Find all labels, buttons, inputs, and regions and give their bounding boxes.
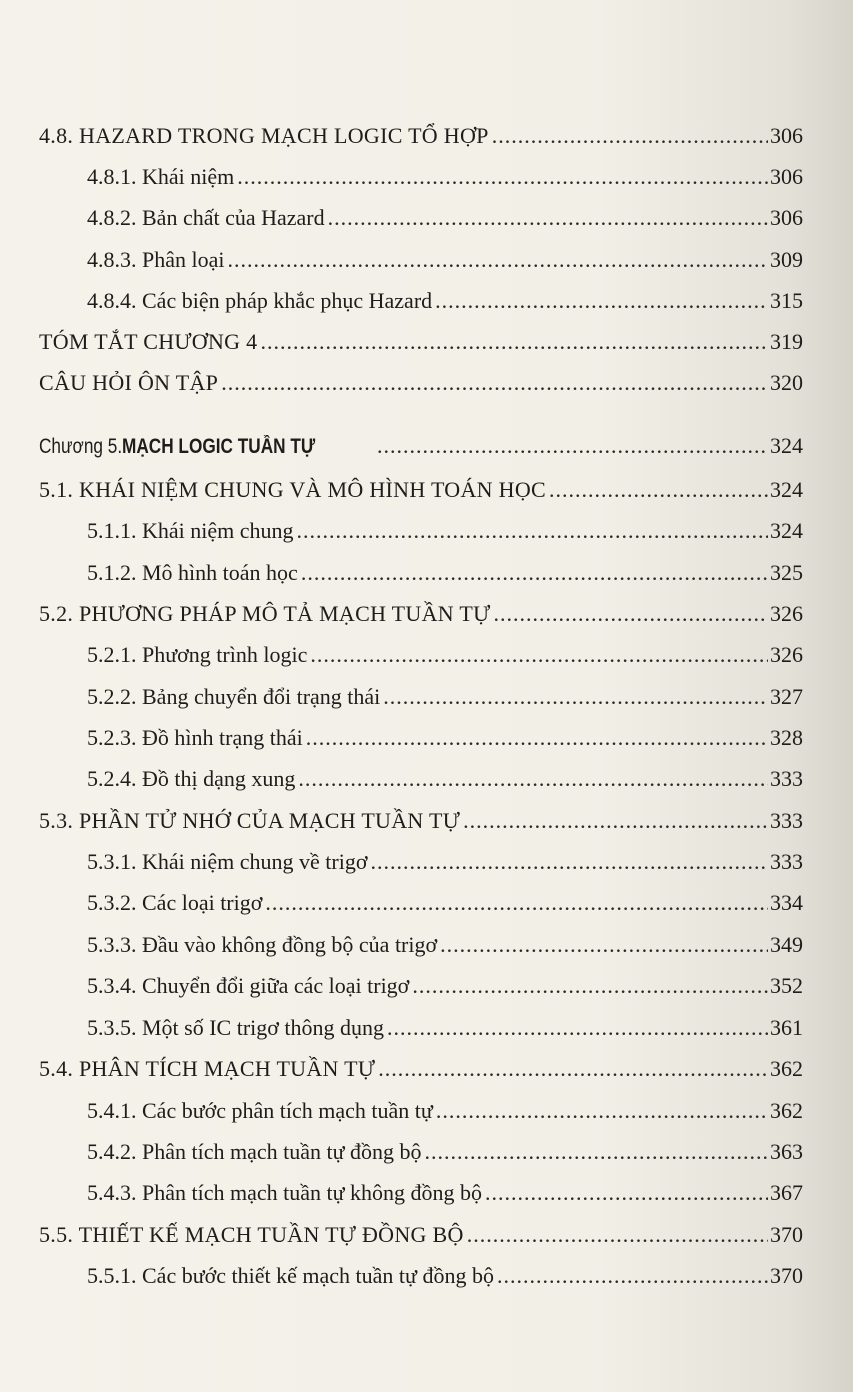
entry-page: 363: [770, 1139, 803, 1164]
entry-page: 324: [770, 433, 803, 458]
leader-dots: [387, 1011, 768, 1045]
entry-page: 306: [770, 164, 803, 189]
leader-dots: [412, 969, 768, 1003]
chapter-heading: [39, 430, 374, 464]
entry-title: 5.2.3. Đồ hình trạng thái: [87, 725, 303, 750]
entry-page: 319: [770, 329, 803, 354]
entry-page: 362: [770, 1056, 803, 1081]
entry-page: 325: [770, 560, 803, 585]
toc-entry-section[interactable]: [39, 597, 803, 631]
entry-title: 4.8.4. Các biện pháp khắc phục Hazard: [87, 288, 433, 313]
toc-entry-subsection[interactable]: [87, 284, 803, 318]
leader-dots: [297, 514, 768, 548]
entry-title: 5.4.3. Phân tích mạch tuần tự không đồng bộ: [87, 1180, 483, 1205]
entry-title: 5.5.1. Các bước thiết kế mạch tuần tự đồng bộ: [87, 1263, 494, 1288]
leader-dots: [265, 886, 768, 920]
entry-page: 333: [770, 808, 803, 833]
entry-page: 370: [770, 1222, 803, 1247]
leader-dots: [378, 1052, 768, 1086]
entry-title: 5.3.3. Đầu vào không đồng bộ của trigơ: [87, 932, 438, 957]
entry-page: 370: [770, 1263, 803, 1288]
entry-title: 5.3.2. Các loại trigơ: [87, 890, 263, 915]
entry-page: 333: [770, 849, 803, 874]
entry-title: 5.3. PHẦN TỬ NHỚ CỦA MẠCH TUẦN TỰ: [39, 808, 461, 833]
leader-dots: [440, 928, 768, 962]
leader-dots: [328, 201, 768, 235]
toc-entry-section[interactable]: [39, 1218, 803, 1252]
toc-entry-section[interactable]: [39, 1052, 803, 1086]
leader-dots: [425, 1135, 768, 1169]
entry-title: 5.5. THIẾT KẾ MẠCH TUẦN TỰ ĐỒNG BỘ: [39, 1222, 464, 1247]
leader-dots: [260, 325, 768, 359]
toc-entry-section[interactable]: [39, 119, 803, 153]
toc-entry-section[interactable]: [39, 366, 803, 400]
chapter-prefix: Chương 5.: [39, 435, 123, 458]
toc-entry-subsection[interactable]: [87, 638, 803, 672]
leader-dots: [435, 284, 768, 318]
entry-page: 361: [770, 1015, 803, 1040]
entry-page: 315: [770, 288, 803, 313]
entry-title: 5.2.1. Phương trình logic: [87, 642, 308, 667]
entry-title: 4.8.1. Khái niệm: [87, 164, 235, 189]
entry-page: 328: [770, 725, 803, 750]
entry-page: 326: [770, 601, 803, 626]
entry-page: 327: [770, 684, 803, 709]
toc-entry-chapter[interactable]: [39, 429, 803, 463]
entry-title: 5.1.2. Mô hình toán học: [87, 560, 298, 585]
entry-page: 306: [770, 123, 803, 148]
leader-dots: [301, 556, 768, 590]
entry-title: 4.8.3. Phân loại: [87, 247, 225, 272]
toc-entry-subsection[interactable]: [87, 969, 803, 1003]
entry-page: 333: [770, 766, 803, 791]
entry-title: CÂU HỎI ÔN TẬP: [39, 370, 219, 395]
entry-title: 5.4.1. Các bước phân tích mạch tuần tự: [87, 1098, 433, 1123]
leader-dots: [310, 638, 768, 672]
leader-dots: [436, 1094, 768, 1128]
entry-page: 306: [770, 205, 803, 230]
entry-page: 326: [770, 642, 803, 667]
toc-entry-subsection[interactable]: [87, 928, 803, 962]
leader-dots: [383, 680, 768, 714]
entry-title: 4.8.2. Bản chất của Hazard: [87, 205, 325, 230]
toc-entry-subsection[interactable]: [87, 1011, 803, 1045]
leader-dots: [492, 119, 768, 153]
leader-dots: [298, 762, 768, 796]
toc-entry-subsection[interactable]: [87, 886, 803, 920]
toc-entry-subsection[interactable]: [87, 845, 803, 879]
toc-entry-subsection[interactable]: [87, 1094, 803, 1128]
leader-dots: [370, 845, 768, 879]
leader-dots: [228, 243, 769, 277]
toc-entry-subsection[interactable]: [87, 721, 803, 755]
entry-title: 5.1. KHÁI NIỆM CHUNG VÀ MÔ HÌNH TOÁN HỌC: [39, 477, 546, 502]
entry-title: 5.4. PHÂN TÍCH MẠCH TUẦN TỰ: [39, 1056, 376, 1081]
leader-dots: [485, 1176, 768, 1210]
entry-page: 334: [770, 890, 803, 915]
entry-page: 362: [770, 1098, 803, 1123]
toc-entry-section[interactable]: [39, 473, 803, 507]
entry-title: 5.2.2. Bảng chuyển đổi trạng thái: [87, 684, 381, 709]
toc-entry-subsection[interactable]: [87, 1176, 803, 1210]
leader-dots: [377, 429, 768, 463]
entry-page: 324: [770, 518, 803, 543]
entry-title: 5.4.2. Phân tích mạch tuần tự đồng bộ: [87, 1139, 422, 1164]
entry-title: 5.3.5. Một số IC trigơ thông dụng: [87, 1015, 385, 1040]
toc-entry-subsection[interactable]: [87, 201, 803, 235]
toc-entry-section[interactable]: [39, 325, 803, 359]
toc-entry-subsection[interactable]: [87, 556, 803, 590]
leader-dots: [467, 1218, 768, 1252]
leader-dots: [306, 721, 768, 755]
entry-title: TÓM TẮT CHƯƠNG 4: [39, 329, 258, 354]
entry-page: 320: [770, 370, 803, 395]
entry-page: 352: [770, 973, 803, 998]
leader-dots: [463, 804, 768, 838]
leader-dots: [221, 366, 768, 400]
entry-page: 349: [770, 932, 803, 957]
toc-entry-subsection[interactable]: [87, 243, 803, 277]
chapter-title: MẠCH LOGIC TUẦN TỰ: [122, 435, 316, 458]
leader-dots: [237, 160, 768, 194]
entry-title: 4.8. HAZARD TRONG MẠCH LOGIC TỔ HỢP: [39, 123, 489, 148]
leader-dots: [497, 1259, 768, 1293]
entry-title: 5.2.4. Đồ thị dạng xung: [87, 766, 296, 791]
toc-entry-subsection[interactable]: [87, 514, 803, 548]
entry-title: 5.3.4. Chuyển đổi giữa các loại trigơ: [87, 973, 410, 998]
entry-title: 5.1.1. Khái niệm chung: [87, 518, 294, 543]
leader-dots: [494, 597, 769, 631]
toc-entry-subsection[interactable]: [87, 1259, 803, 1293]
entry-title: 5.3.1. Khái niệm chung về trigơ: [87, 849, 368, 874]
toc-entry-subsection[interactable]: [87, 762, 803, 796]
toc-entry-subsection[interactable]: [87, 1135, 803, 1169]
entry-page: 324: [770, 477, 803, 502]
leader-dots: [549, 473, 768, 507]
entry-page: 309: [770, 247, 803, 272]
toc-entry-section[interactable]: [39, 804, 803, 838]
entry-page: 367: [770, 1180, 803, 1205]
entry-title: 5.2. PHƯƠNG PHÁP MÔ TẢ MẠCH TUẦN TỰ: [39, 601, 491, 626]
toc-entry-subsection[interactable]: [87, 160, 803, 194]
toc-entry-subsection[interactable]: [87, 680, 803, 714]
